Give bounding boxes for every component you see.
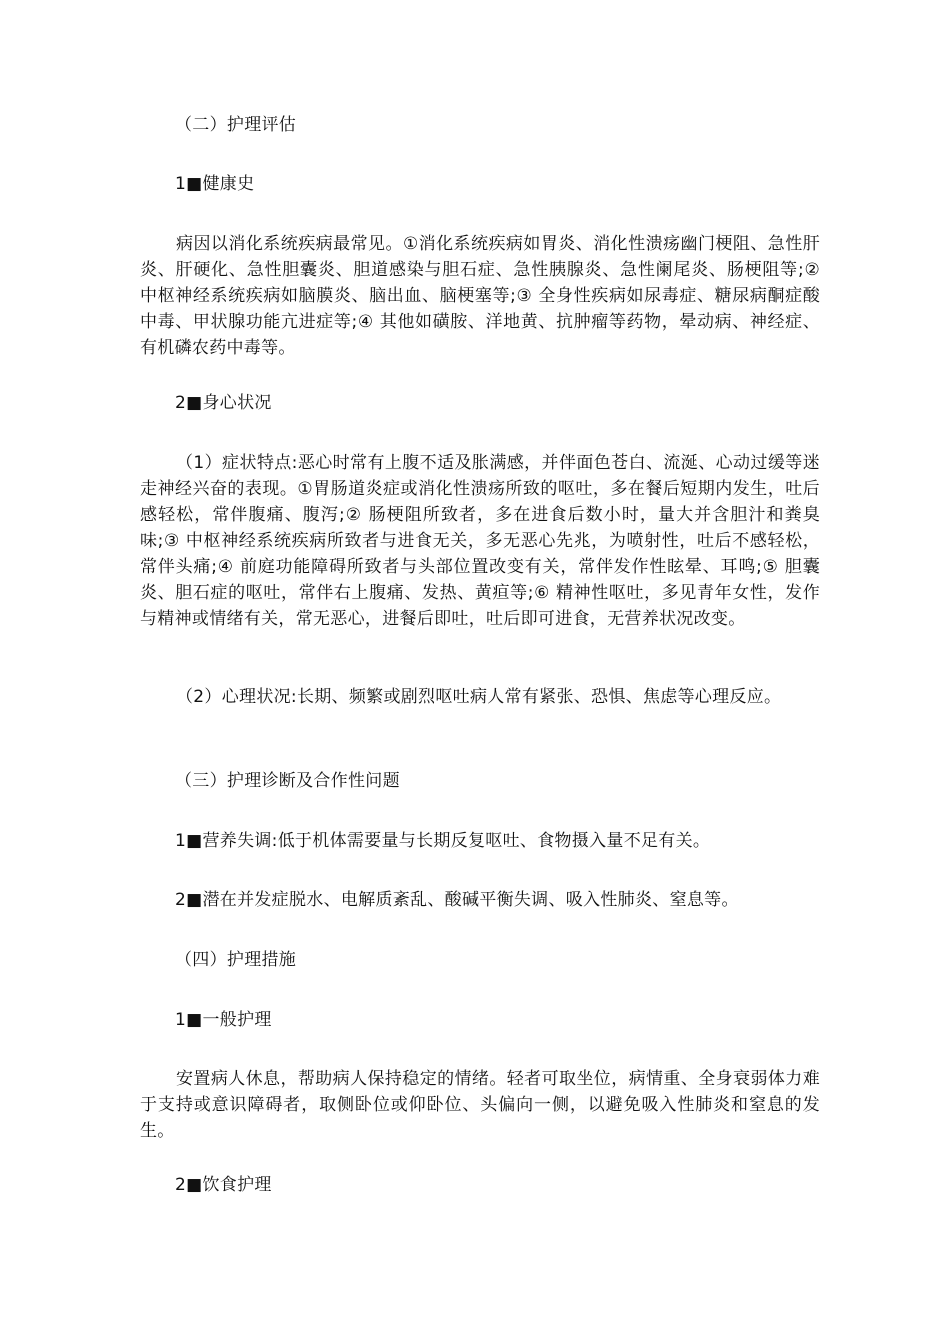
subheading-physical-mental-status: 2■身心状况: [175, 393, 272, 413]
section-heading-assessment: （二）护理评估: [175, 115, 297, 135]
paragraph-general-care: 安置病人休息，帮助病人保持稳定的情绪。轻者可取坐位，病情重、全身衰弱体力难于支持或意识障碍者，取侧卧位或仰卧位、头偏向一侧，以避免吸入性肺炎和窒息的发生。: [140, 1069, 820, 1141]
paragraph-health-history: 病因以消化系统疾病最常见。①消化系统疾病如胃炎、消化性溃疡幽门梗阻、急性肝炎、肝硬化、急性胆囊炎、胆道感染与胆石症、急性胰腺炎、急性阑尾炎、肠梗阻等;② 中枢神经系统疾病如脑膜炎、脑出血、脑梗塞等;③ 全身性疾病如尿毒症、糖尿病酮症酸中毒、甲状腺功能亢进症等;④ 其他如磺胺、洋地黄、抗肿瘤等药物，晕动病、神经症、有机磷农药中毒等。: [140, 234, 820, 358]
subheading-general-care: 1■一般护理: [175, 1010, 272, 1030]
paragraph-symptom-features: （1）症状特点:恶心时常有上腹不适及胀满感，并伴面色苍白、流涎、心动过缓等迷走神经兴奋的表现。①胃肠道炎症或消化性溃疡所致的呕吐，多在餐后短期内发生，吐后感轻松，常伴腹痛、腹泻;② 肠梗阻所致者，多在进食后数小时，量大并含胆汁和粪臭味;③ 中枢神经系统疾病所致者与进食无关，多无恶心先兆，为喷射性，吐后不感轻松，常伴头痛;④ 前庭功能障碍所致者与头部位置改变有关，常伴发作性眩晕、耳鸣;⑤ 胆囊炎、胆石症的呕吐，常伴右上腹痛、发热、黄疸等;⑥ 精神性呕吐，多见青年女性，发作与精神或情绪有关，常无恶心，进餐后即吐，吐后即可进食，无营养状况改变。: [140, 453, 820, 629]
subheading-health-history: 1■健康史: [175, 174, 255, 194]
section-heading-measures: （四）护理措施: [175, 950, 297, 970]
section-heading-diagnosis: （三）护理诊断及合作性问题: [175, 771, 400, 791]
diagnosis-item-complications: 2■潜在并发症脱水、电解质紊乱、酸碱平衡失调、吸入性肺炎、窒息等。: [175, 890, 739, 910]
paragraph-psychological-status: （2）心理状况:长期、频繁或剧烈呕吐病人常有紧张、恐惧、焦虑等心理反应。: [176, 687, 782, 707]
subheading-diet-care: 2■饮食护理: [175, 1175, 272, 1195]
diagnosis-item-nutrition: 1■营养失调:低于机体需要量与长期反复呕吐、食物摄入量不足有关。: [175, 831, 711, 851]
